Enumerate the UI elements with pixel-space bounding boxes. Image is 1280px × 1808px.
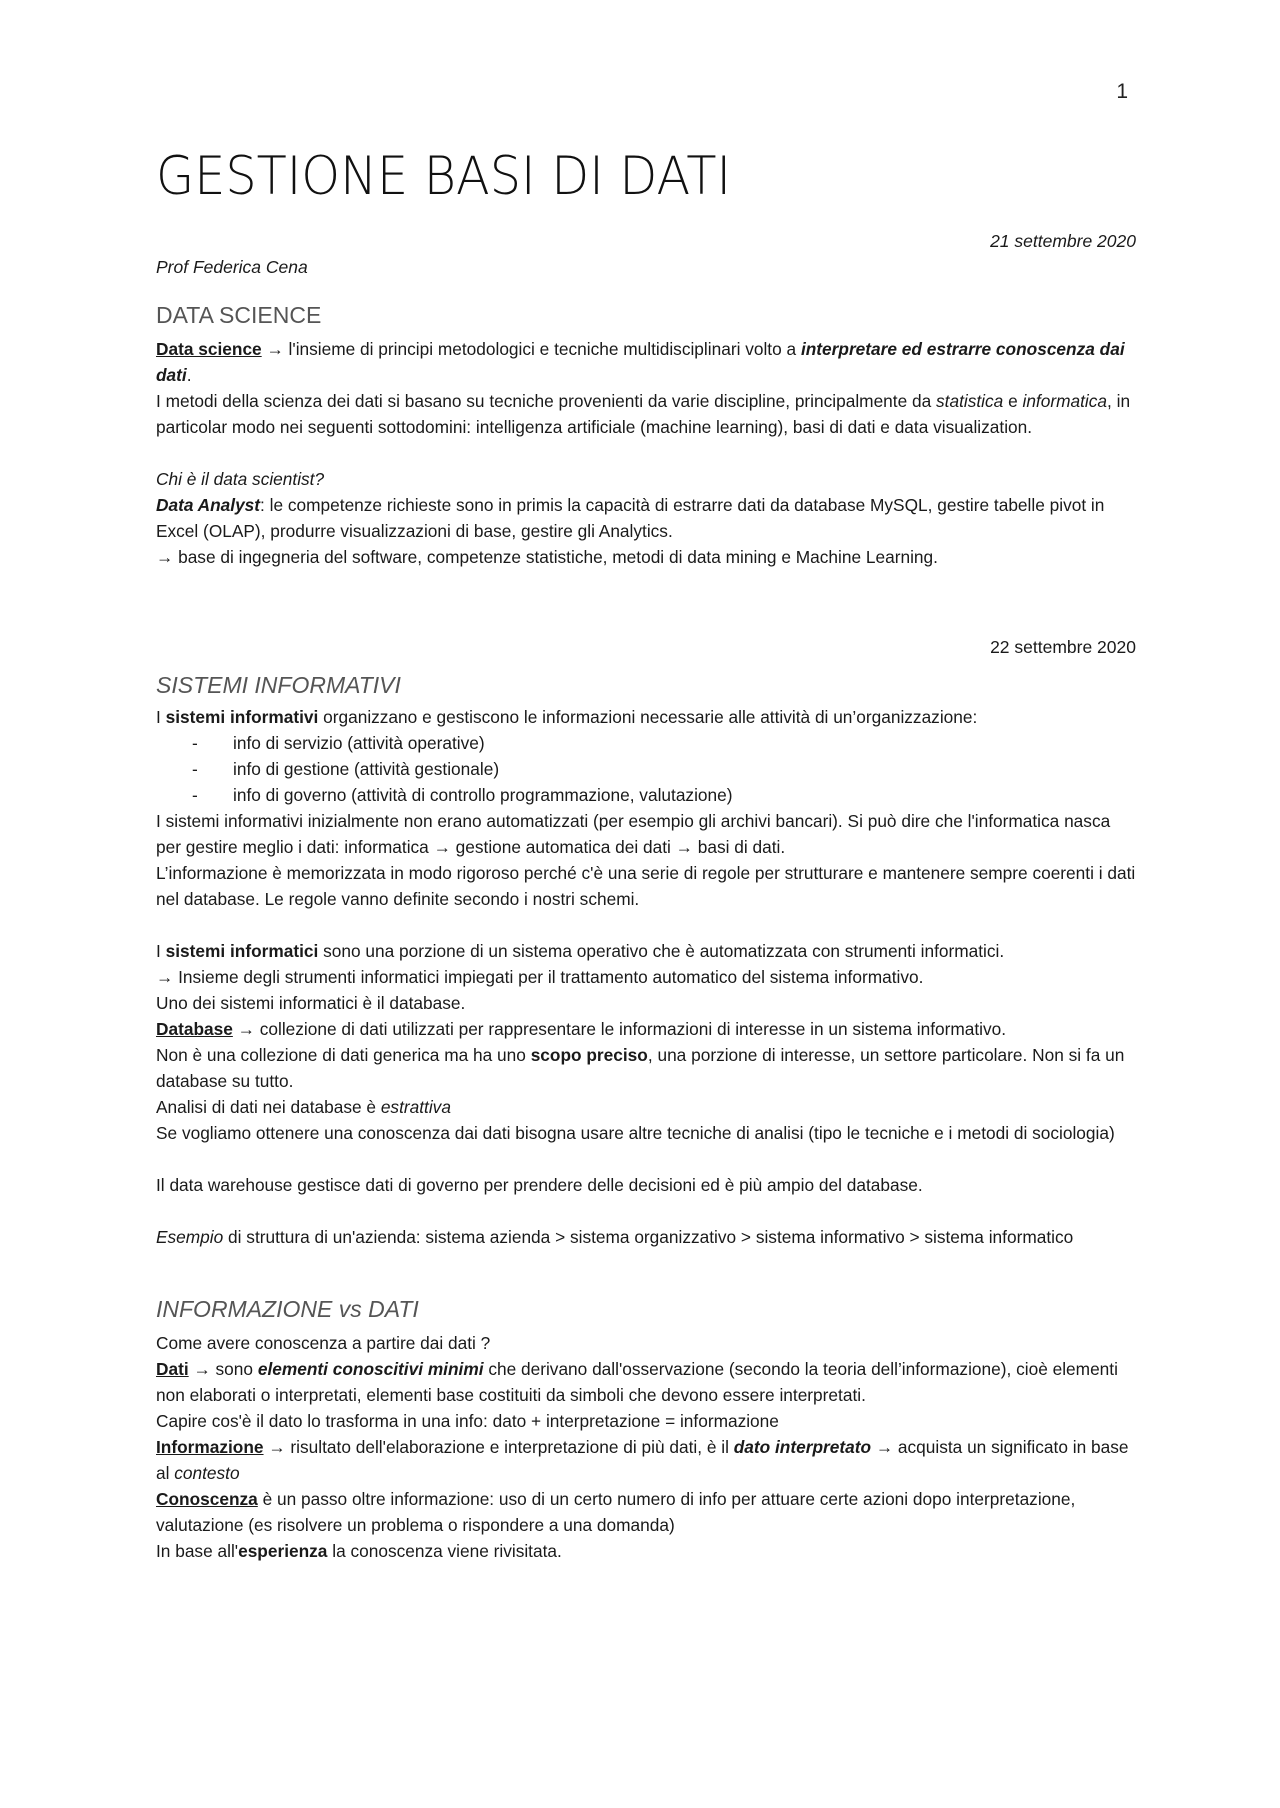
- database-analysis: Analisi di dati nei database è estrattiva: [156, 1097, 451, 1117]
- heading-informazione-vs-dati: INFORMAZIONE vs DATI: [156, 1296, 419, 1322]
- data-science-methods: I metodi della scienza dei dati si basano su tecniche provenienti da varie discipline, principalmente da statistica e informatica, in particolar modo nei seguenti sottodomini: intelligenza artificiale (machine learning), basi di dati e data visualization.: [156, 391, 1131, 437]
- data-science-definition: Data science → l'insieme di principi metodologici e tecniche multidisciplinari volto a interpretare ed estrarre conoscenza dai dati.: [156, 339, 1125, 385]
- data-analyst-skills: → base di ingegneria del software, competenze statistiche, metodi di data mining e Machine Learning.: [156, 547, 938, 567]
- company-structure-example: Esempio di struttura di un'azienda: sistema azienda > sistema organizzativo > sistema informativo > sistema informatico: [156, 1227, 1074, 1247]
- conoscenza-definition: Conoscenza è un passo oltre informazione: uso di un certo numero di info per attuare certe azioni dopo interpretazione, valutazione (es risolvere un problema o rispondere a una domanda): [156, 1489, 1076, 1535]
- info-types-list: [156, 730, 1136, 808]
- dato-to-info: Capire cos'è il dato lo trasforma in una info: dato + interpretazione = informazione: [156, 1411, 779, 1431]
- professor-name: Prof Federica Cena: [156, 257, 308, 277]
- lecture-date-2: 22 settembre 2020: [990, 637, 1136, 657]
- document-body: [156, 146, 1136, 1564]
- list-item: - info di gestione (attività gestionale): [192, 756, 1136, 782]
- knowledge-techniques: Se vogliamo ottenere una conoscenza dai dati bisogna usare altre tecniche di analisi (tipo le tecniche e i metodi di sociologia): [156, 1123, 1115, 1143]
- term-conoscenza: Conoscenza: [156, 1489, 258, 1509]
- sistemi-informatici-tools: → Insieme degli strumenti informatici impiegati per il trattamento automatico del sistema informativo.: [156, 967, 924, 987]
- data-scientist-question: Chi è il data scientist?: [156, 469, 325, 489]
- database-mention: Uno dei sistemi informatici è il database.: [156, 993, 466, 1013]
- term-data-science: Data science: [156, 339, 262, 359]
- document-title: GESTIONE BASI DI DATI: [156, 146, 732, 207]
- list-item: - info di servizio (attività operative): [192, 730, 1136, 756]
- sistemi-history: I sistemi informativi inizialmente non erano automatizzati (per esempio gli archivi bancari). Si può dire che l'informatica nasca per gestire meglio i dati: informatica → gestione automatica dei dati → basi di dati.: [156, 811, 1111, 857]
- database-scope: Non è una collezione di dati generica ma ha uno scopo preciso, una porzione di interesse, un settore particolare. Non si fa un database su tutto.: [156, 1045, 1125, 1091]
- heading-data-science: DATA SCIENCE: [156, 302, 322, 328]
- list-item: - info di governo (attività di controllo programmazione, valutazione): [192, 782, 1136, 808]
- informazione-definition: Informazione → risultato dell'elaborazione e interpretazione di più dati, è il dato interpretato → acquista un significato in base al contesto: [156, 1437, 1129, 1483]
- data-warehouse: Il data warehouse gestisce dati di governo per prendere delle decisioni ed è più ampio del database.: [156, 1175, 923, 1195]
- sistemi-informatici: I sistemi informatici sono una porzione di un sistema operativo che è automatizzata con strumenti informatici.: [156, 941, 1005, 961]
- heading-sistemi-informativi: SISTEMI INFORMATIVI: [156, 672, 401, 698]
- term-dati: Dati: [156, 1359, 189, 1379]
- sistemi-intro: I sistemi informativi organizzano e gestiscono le informazioni necessarie alle attività di un’organizzazione:: [156, 707, 978, 727]
- term-informazione: Informazione: [156, 1437, 264, 1457]
- term-database: Database: [156, 1019, 233, 1039]
- database-definition: Database → collezione di dati utilizzati per rappresentare le informazioni di interesse in un sistema informativo.: [156, 1019, 1007, 1039]
- page-number: 1: [1116, 80, 1128, 103]
- sistemi-rules: L’informazione è memorizzata in modo rigoroso perché c'è una serie di regole per strutturare e mantenere sempre coerenti i dati nel database. Le regole vanno definite secondo i nostri schemi.: [156, 863, 1136, 909]
- dati-definition: Dati → sono elementi conoscitivi minimi che derivano dall'osservazione (secondo la teoria dell’informazione), cioè elementi non elaborati o interpretati, elementi base costituiti da simboli che devono essere interpretati.: [156, 1359, 1118, 1405]
- lecture-date-1: 21 settembre 2020: [990, 231, 1136, 251]
- data-analyst-description: Data Analyst: le competenze richieste sono in primis la capacità di estrarre dati da database MySQL, gestire tabelle pivot in Excel (OLAP), produrre visualizzazioni di base, gestire gli Analytics.: [156, 495, 1105, 541]
- knowledge-question: Come avere conoscenza a partire dai dati ?: [156, 1333, 491, 1353]
- esperienza-note: In base all'esperienza la conoscenza viene rivisitata.: [156, 1541, 562, 1561]
